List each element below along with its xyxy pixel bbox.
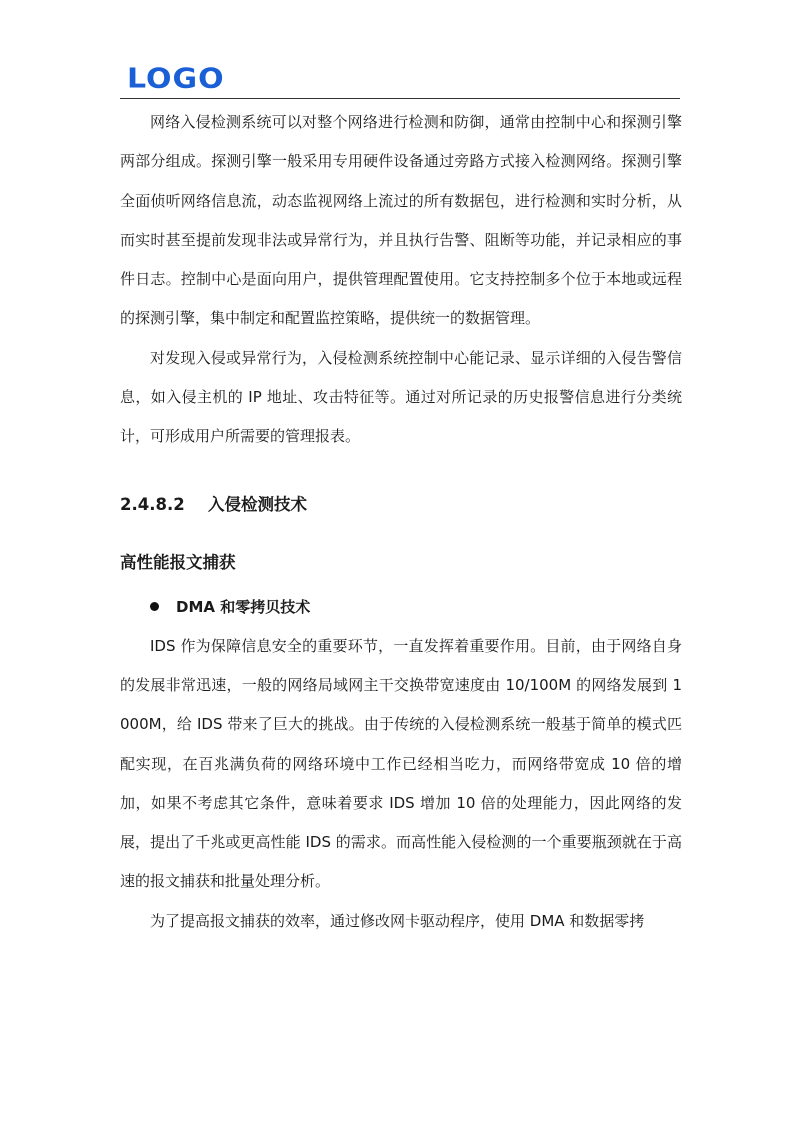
section-title: 入侵检测技术 (208, 494, 307, 514)
section-number: 2.4.8.2 (120, 494, 185, 514)
paragraph-ids: IDS 作为保障信息安全的重要环节，一直发挥着重要作用。目前，由于网络自身的发展非常迅速，一般的网络局域网主干交换带宽速度由 10/100M 的网络发展到 1000M，给 IDS 带来了巨大的挑战。由于传统的入侵检测系统一般基于简单的模式匹配实现，在百兆满负荷的网络环境中工作已经相当吃力，而网络带宽成 10 倍的增加，如果不考虑其它条件，意味着要求 IDS 增加 10 倍的处理能力，因此网络的发展，提出了千兆或更高性能 IDS 的需求。而高性能入侵检测的一个重要瓶颈就在于高速的报文捕获和批量处理分析。 (120, 636, 682, 891)
bullet-dot-icon (150, 602, 159, 611)
paragraph-alerts: 对发现入侵或异常行为，入侵检测系统控制中心能记录、显示详细的入侵告警信息，如入侵主机的 IP 地址、攻击特征等。通过对所记录的历史报警信息进行分类统计，可形成用户所需要的管理报表。 (120, 348, 682, 446)
section-heading (120, 485, 682, 525)
subsection-heading: 高性能报文捕获 (120, 552, 236, 572)
paragraph-capture: 为了提高报文捕获的效率，通过修改网卡驱动程序，使用 DMA 和数据零拷 (150, 911, 645, 930)
bullet-item (120, 587, 682, 627)
bullet-text: DMA 和零拷贝技术 (176, 597, 311, 616)
document-body (120, 100, 682, 941)
header-divider (120, 98, 680, 99)
logo: LOGO (127, 62, 225, 95)
paragraph-intro: 网络入侵检测系统可以对整个网络进行检测和防御，通常由控制中心和探测引擎两部分组成。探测引擎一般采用专用硬件设备通过旁路方式接入检测网络。探测引擎全面侦听网络信息流，动态监视网络上流过的所有数据包，进行检测和实时分析，从而实时甚至提前发现非法或异常行为，并且执行告警、阻断等功能，并记录相应的事件日志。控制中心是面向用户，提供管理配置使用。它支持控制多个位于本地或远程的探测引擎，集中制定和配置监控策略，提供统一的数据管理。 (120, 113, 682, 328)
